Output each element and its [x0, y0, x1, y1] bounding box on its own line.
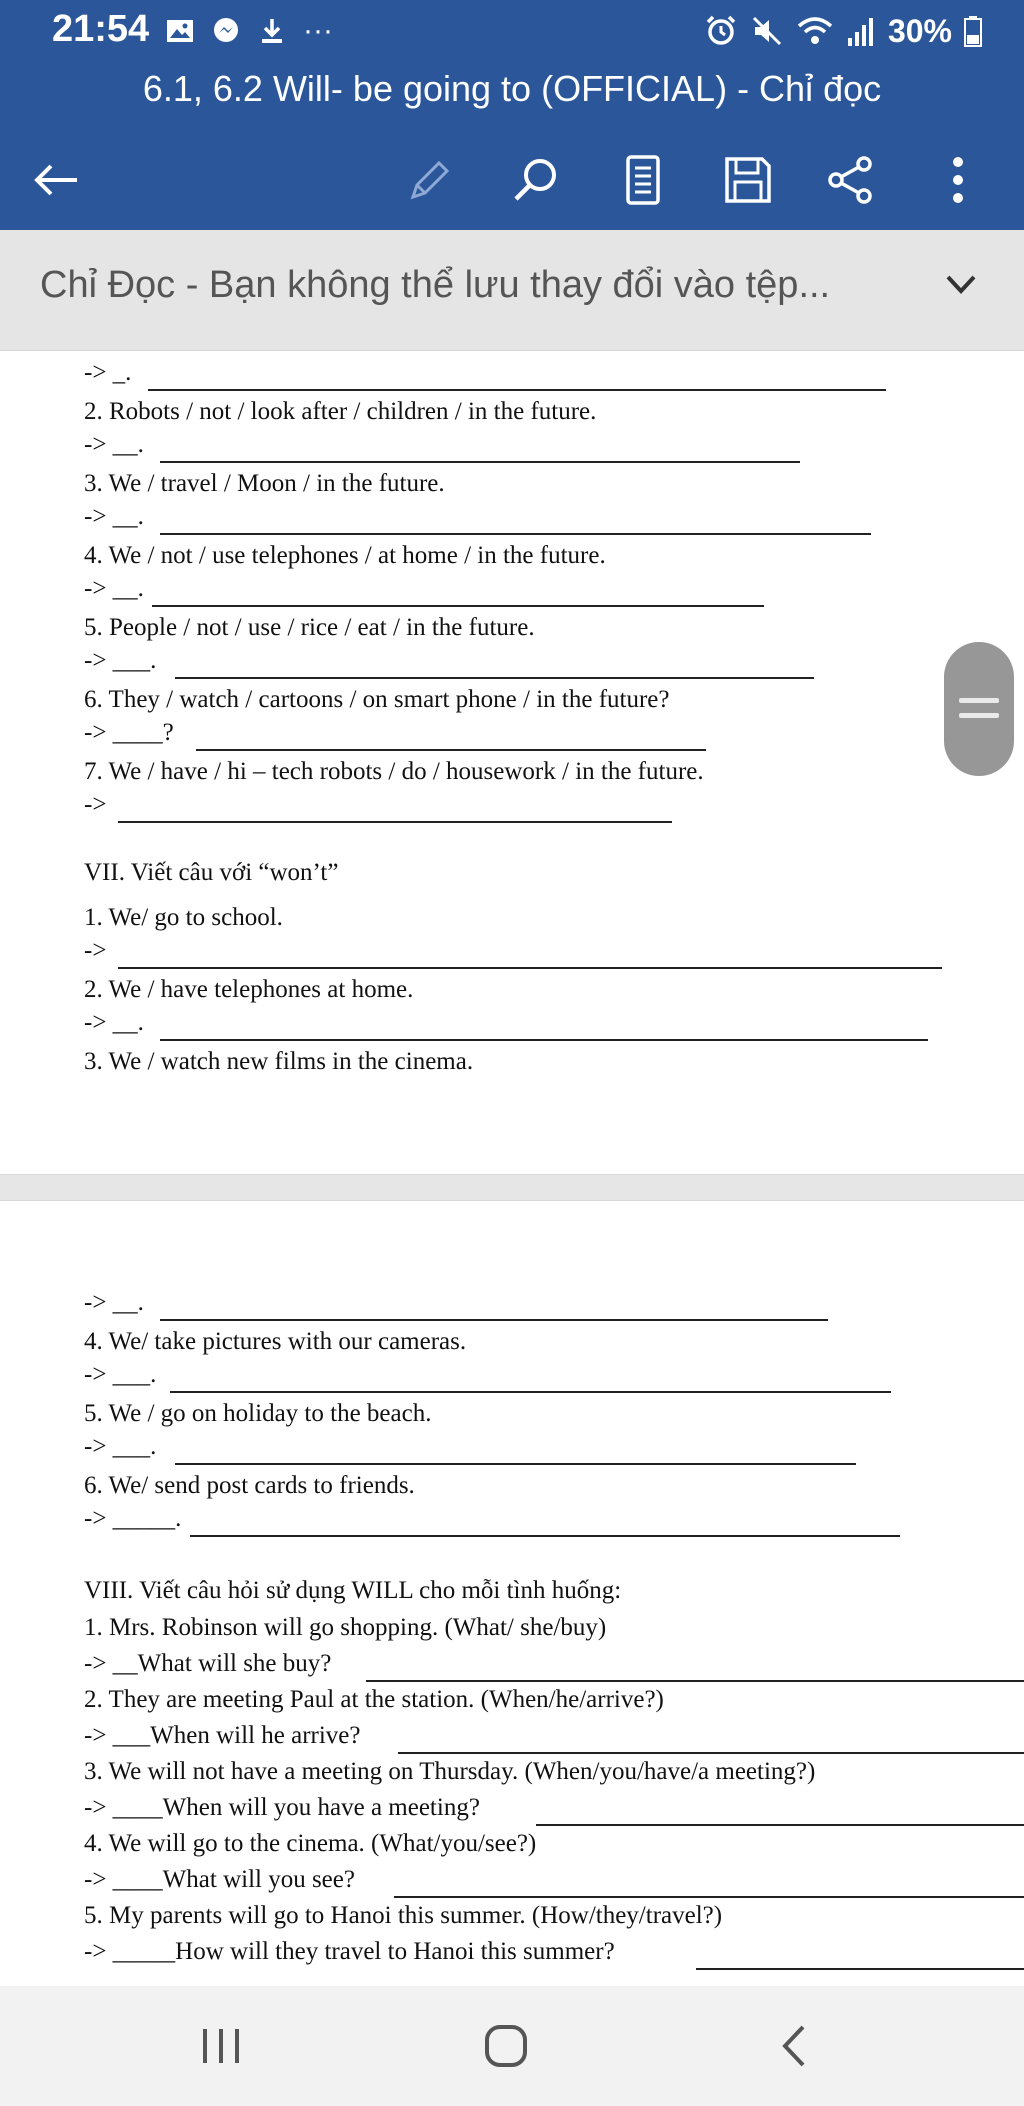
read-only-banner[interactable]	[0, 230, 1024, 351]
answer-line: -> ____When will you have a meeting?	[84, 1794, 480, 1821]
pencil-icon	[405, 155, 455, 205]
read-only-message: Chỉ Đọc - Bạn không thể lưu thay đổi vào tệp...	[40, 264, 831, 306]
blank-line	[175, 1463, 856, 1465]
back-button[interactable]	[26, 150, 86, 210]
exercise-item: 7. We / have / hi – tech robots / do / housework / in the future.	[84, 758, 704, 785]
blank-line	[152, 605, 764, 607]
answer-line: -> ___When will he arrive?	[84, 1722, 361, 1749]
answer-line: ->	[84, 937, 107, 964]
answer-line: -> ____What will you see?	[84, 1866, 355, 1893]
blank-line	[160, 1039, 928, 1041]
back-nav-button[interactable]	[764, 2016, 824, 2076]
blank-line	[175, 677, 814, 679]
exercise-item: 4. We / not / use telephones / at home / in the future.	[84, 542, 606, 569]
wifi-icon	[796, 14, 834, 48]
reading-view-icon	[623, 154, 663, 206]
more-notifications: ···	[303, 14, 333, 47]
exercise-item: 3. We / watch new films in the cinema.	[84, 1048, 474, 1075]
download-icon	[257, 16, 287, 46]
exercise-item: 5. People / not / use / rice / eat / in the future.	[84, 614, 535, 641]
exercise-item: 2. They are meeting Paul at the station. (When/he/arrive?)	[84, 1686, 664, 1713]
blank-line	[190, 1535, 900, 1537]
toolbar	[0, 140, 1024, 220]
document-title: 6.1, 6.2 Will- be going to (OFFICIAL) - Chỉ đọc	[142, 68, 882, 109]
back-arrow-icon	[31, 160, 81, 200]
more-vert-icon	[948, 154, 968, 206]
blank-line	[696, 1968, 1024, 1970]
status-bar	[0, 0, 1024, 62]
share-icon	[824, 154, 876, 206]
exercise-item: 4. We will go to the cinema. (What/you/see?)	[84, 1830, 537, 1857]
search-icon	[510, 154, 562, 206]
answer-line: -> __.	[84, 1009, 144, 1036]
blank-line	[148, 389, 886, 391]
answer-line: -> __.	[84, 431, 144, 458]
answer-line: -> __What will she buy?	[84, 1650, 332, 1677]
recent-apps-icon	[199, 2026, 243, 2066]
answer-line: -> __.	[84, 503, 144, 530]
save-button[interactable]	[718, 150, 778, 210]
messenger-icon	[211, 16, 241, 46]
blank-line	[394, 1896, 1024, 1898]
document-page-2	[0, 1200, 1024, 1988]
blank-line	[366, 1680, 1024, 1682]
section-heading: VII. Viết câu với “won’t”	[84, 859, 339, 886]
exercise-item: 5. My parents will go to Hanoi this summer. (How/they/travel?)	[84, 1902, 723, 1929]
more-options-button[interactable]	[928, 150, 988, 210]
answer-line: -> __.	[84, 575, 144, 602]
search-button[interactable]	[506, 150, 566, 210]
blank-line	[118, 821, 672, 823]
answer-line: -> _.	[84, 359, 132, 386]
save-icon	[722, 154, 774, 206]
back-icon	[779, 2023, 809, 2069]
blank-line	[536, 1824, 1024, 1826]
answer-line: -> ___.	[84, 647, 157, 674]
answer-line: ->	[84, 791, 107, 818]
status-left-icons	[165, 10, 333, 52]
exercise-item: 2. We / have telephones at home.	[84, 976, 414, 1003]
edit-button[interactable]	[400, 150, 460, 210]
system-nav-bar	[0, 1986, 1024, 2106]
answer-line: -> _____.	[84, 1505, 182, 1532]
home-icon	[483, 2023, 529, 2069]
answer-line: -> ___.	[84, 1433, 157, 1460]
blank-line	[196, 749, 706, 751]
answer-line: -> __.	[84, 1289, 144, 1316]
document-page-1	[0, 350, 1024, 1175]
exercise-item: 2. Robots / not / look after / children / in the future.	[84, 398, 597, 425]
exercise-item: 6. We/ send post cards to friends.	[84, 1472, 415, 1499]
exercise-item: 3. We will not have a meeting on Thursday. (When/you/have/a meeting?)	[84, 1758, 816, 1785]
blank-line	[160, 461, 800, 463]
app-bar	[0, 0, 1024, 230]
answer-line: -> ____?	[84, 719, 174, 746]
gallery-icon	[165, 16, 195, 46]
signal-icon	[846, 14, 876, 48]
exercise-item: 4. We/ take pictures with our cameras.	[84, 1328, 467, 1355]
scroll-handle[interactable]	[944, 642, 1014, 776]
exercise-item: 6. They / watch / cartoons / on smart phone / in the future?	[84, 686, 670, 713]
mute-icon	[750, 14, 784, 48]
status-right	[704, 10, 982, 52]
section-heading: VIII. Viết câu hỏi sử dụng WILL cho mỗi tình huống:	[84, 1577, 622, 1604]
home-button[interactable]	[476, 2016, 536, 2076]
exercise-item: 1. Mrs. Robinson will go shopping. (What/ she/buy)	[84, 1614, 607, 1641]
status-time: 21:54	[52, 8, 150, 50]
share-button[interactable]	[820, 150, 880, 210]
blank-line	[160, 533, 871, 535]
recent-apps-button[interactable]	[191, 2016, 251, 2076]
battery-icon	[964, 14, 982, 48]
exercise-item: 5. We / go on holiday to the beach.	[84, 1400, 432, 1427]
chevron-down-icon[interactable]	[944, 272, 978, 296]
blank-line	[118, 967, 942, 969]
blank-line	[398, 1752, 1024, 1754]
exercise-item: 3. We / travel / Moon / in the future.	[84, 470, 445, 497]
reading-view-button[interactable]	[613, 150, 673, 210]
blank-line	[170, 1391, 891, 1393]
blank-line	[160, 1319, 828, 1321]
exercise-item: 1. We/ go to school.	[84, 904, 283, 931]
battery-percent: 30%	[887, 12, 952, 49]
answer-line: -> _____How will they travel to Hanoi this summer?	[84, 1938, 615, 1965]
alarm-icon	[704, 14, 738, 48]
answer-line: -> ___.	[84, 1361, 157, 1388]
